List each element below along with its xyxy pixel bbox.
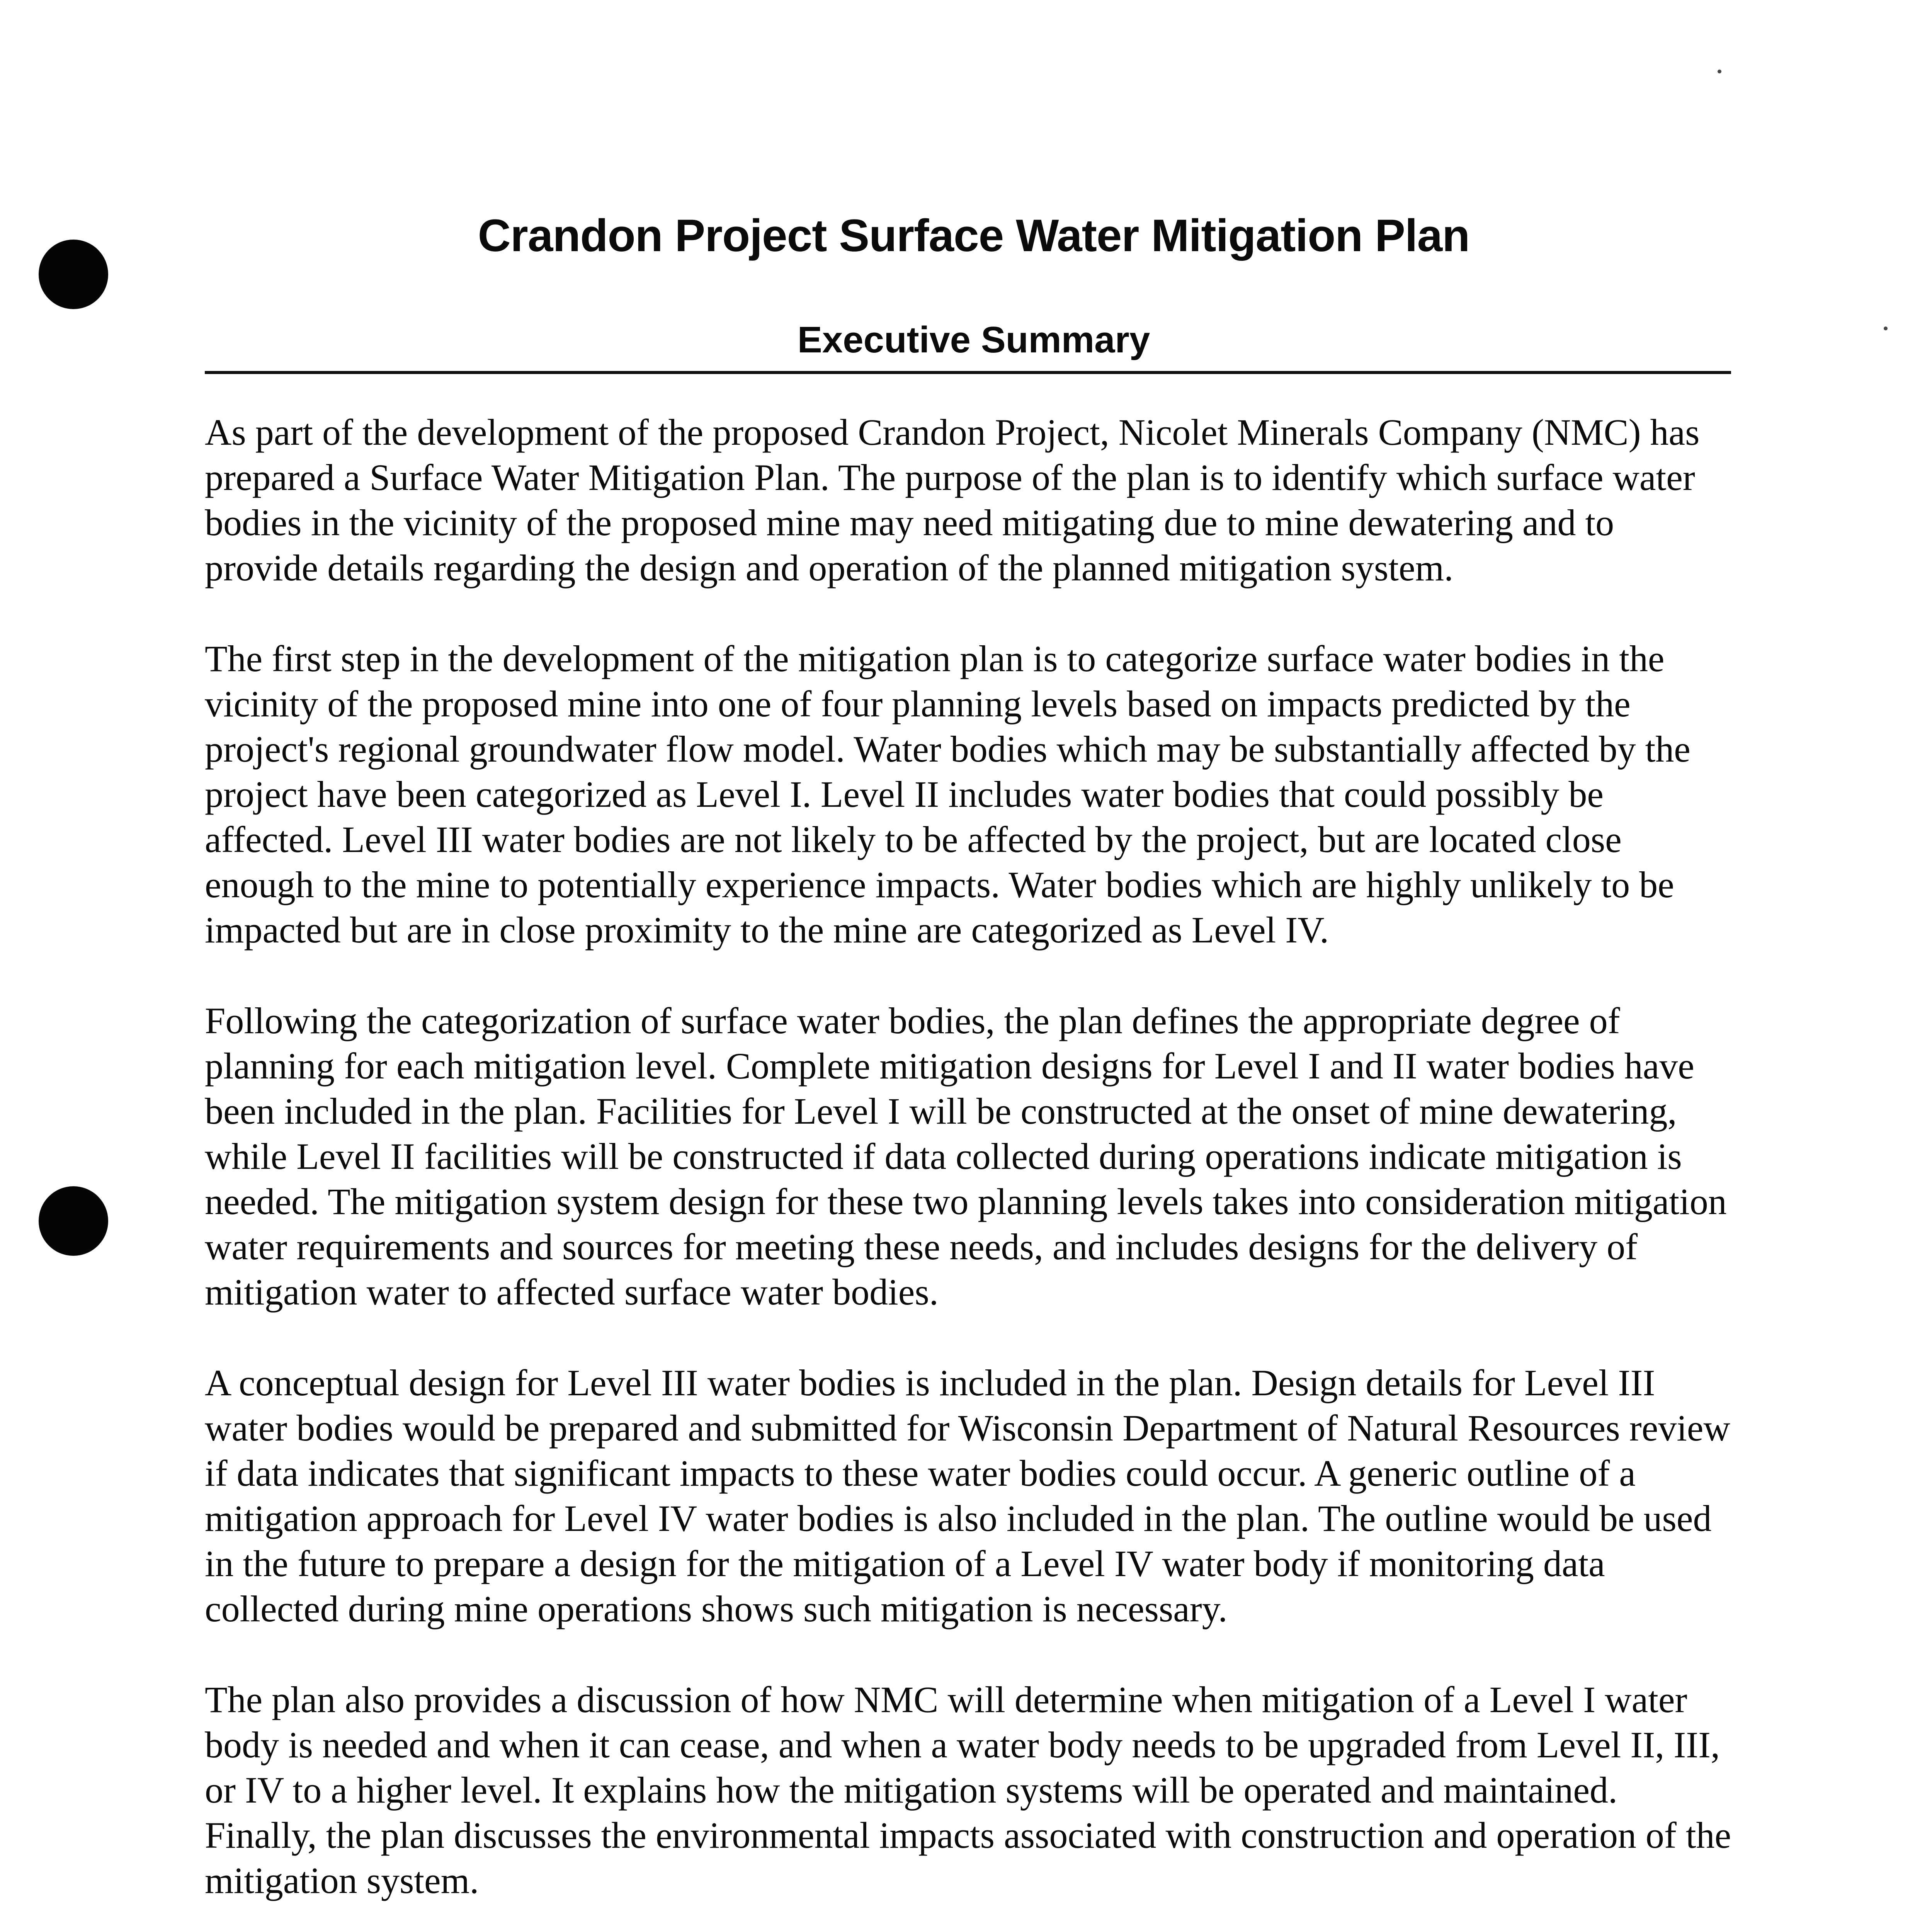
paragraph: The plan also provides a discussion of how NMC will determine when mitigation of a Level I water body is needed and when it can cease, and when a water body needs to be upgraded from Level II, III, or IV to a higher level. It explains how the mitigation systems will be operated and maintained. Finally, the plan discusses the environmental impacts associated with construction and operation of the mitigation system. — [205, 1679, 1731, 1901]
section-heading: Executive Summary — [797, 319, 1150, 361]
paragraph: A conceptual design for Level III water bodies is included in the plan. Design details for Level III water bodies would be prepared and submitted for Wisconsin Department of Natural Resources review if data indicates that significant impacts to these water bodies could occur. A generic outline of a mitigation approach for Level IV water bodies is also included in the plan. The outline would be used in the future to prepare a design for the mitigation of a Level IV water body if monitoring data collected during mine operations shows such mitigation is necessary. — [205, 1362, 1730, 1629]
document-title: Crandon Project Surface Water Mitigation Plan — [478, 210, 1470, 261]
paragraph: The first step in the development of the mitigation plan is to categorize surface water bodies in the vicinity of the proposed mine into one of four planning levels based on impacts predicted by the project's regional groundwater flow model. Water bodies which may be substantially affected by the project have been categorized as Level I. Level II includes water bodies that could possibly be affected. Level III water bodies are not likely to be affected by the project, but are located close enough to the mine to potentially experience impacts. Water bodies which are highly unlikely to be impacted but are in close proximity to the mine are categorized as Level IV. — [205, 638, 1690, 951]
paragraph: Following the categorization of surface water bodies, the plan defines the appropriate degree of planning for each mitigation level. Complete mitigation designs for Level I and II water bodies have been included in the plan. Facilities for Level I will be constructed at the onset of mine dewatering, while Level II facilities will be constructed if data collected during operations indicate mitigation is needed. The mitigation system design for these two planning levels takes into consideration mitigation water requirements and sources for meeting these needs, and includes designs for the delivery of mitigation water to affected surface water bodies. — [205, 1000, 1727, 1313]
scan-speck — [1718, 70, 1721, 73]
heading-rule — [205, 371, 1731, 374]
paragraph: As part of the development of the proposed Crandon Project, Nicolet Minerals Company (NMC) has prepared a Surface Water Mitigation Plan. The purpose of the plan is to identify which surface water bodies in the vicinity of the proposed mine may need mitigating due to mine dewatering and to provide details regarding the design and operation of the planned mitigation system. — [205, 412, 1700, 588]
body-text — [205, 410, 1735, 1932]
punch-hole-middle — [39, 1186, 108, 1256]
